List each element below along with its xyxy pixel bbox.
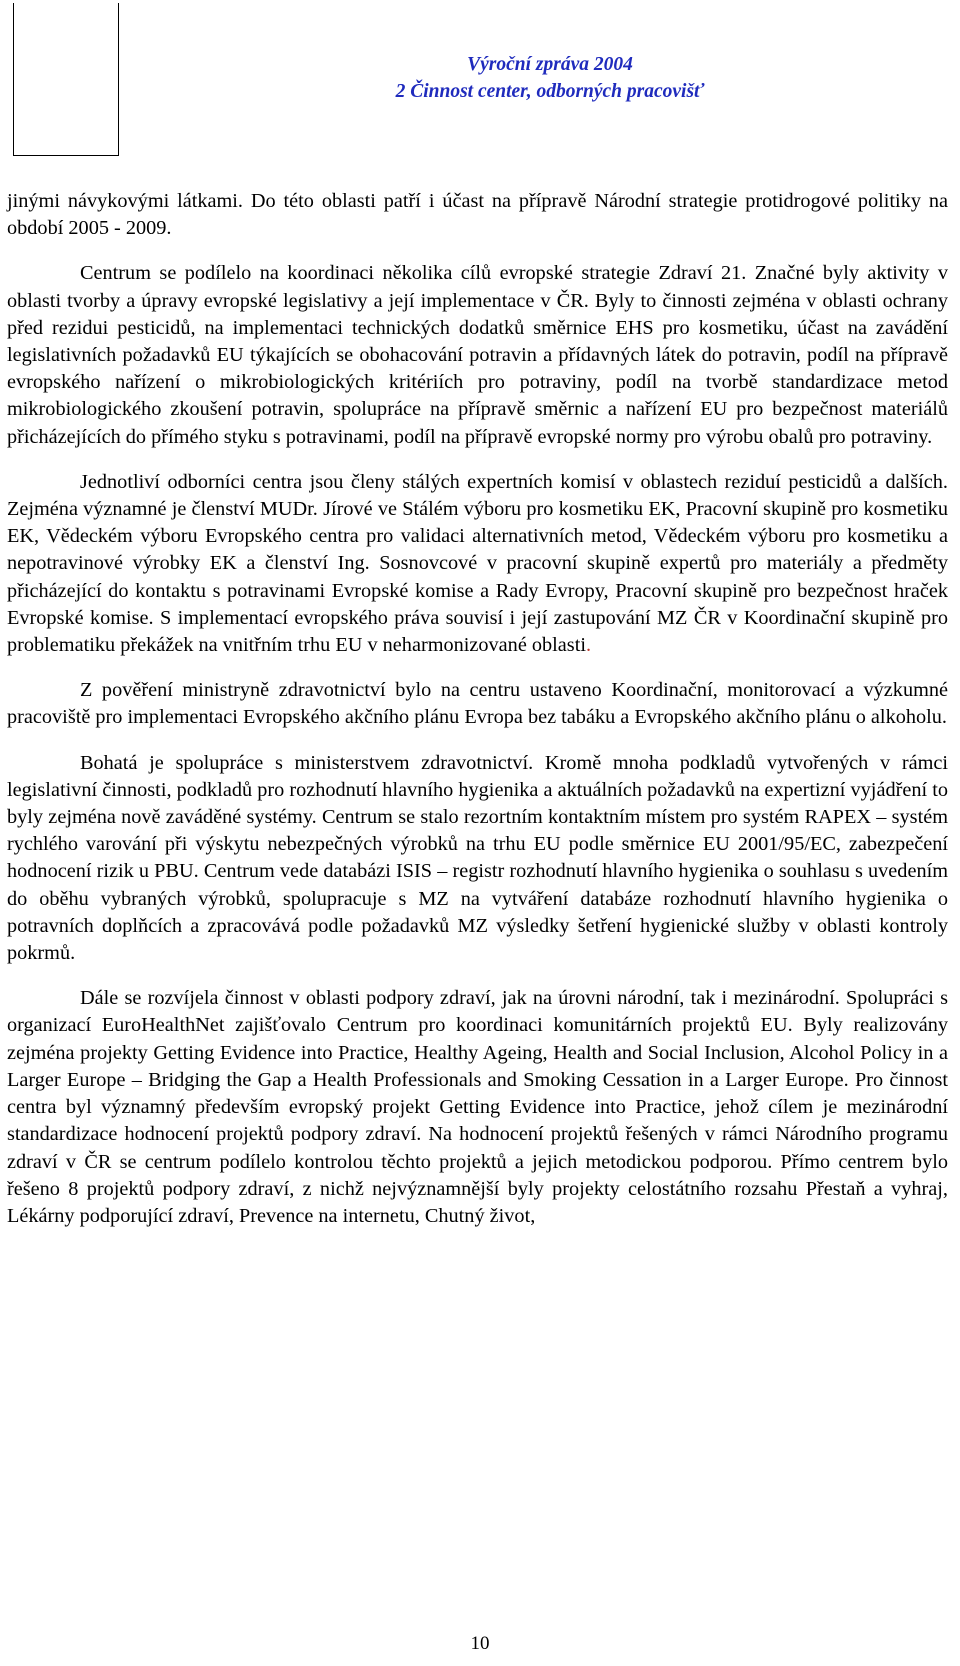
page-corner-frame: [13, 3, 119, 156]
page-header: [190, 51, 910, 105]
paragraph-1: jinými návykovými látkami. Do této oblasti patří i účast na přípravě Národní strategie protidrogové politiky na období 2005 - 2009.: [7, 190, 948, 240]
paragraph-3-text: Jednotliví odborníci centra jsou členy stálých expertních komisí v oblastech reziduí pesticidů a dalších. Zejména významné je členství MUDr. Jírové ve Stálém výboru pro kosmetiku EK, Pracovní skupině pro kosmetiku EK, Vědeckém výboru Evropského centra pro validaci alternativních metod, Vědeckém výboru pro kosmetiku a nepotravinové výrobky EK a členství Ing. Sosnovcové v pracovní skupině expertů pro materiály a předměty přicházející do kontaktu s potravinami Evropské komise a Rady Evropy, Pracovní skupině pro bezpečnost hraček Evropské komise. S implementací evropského práva souvisí i její zastupování MZ ČR v Koordinační skupině pro problematiku překážek na vnitřním trhu EU v neharmonizované oblasti: [7, 470, 948, 657]
paragraph-6: Dále se rozvíjela činnost v oblasti podpory zdraví, jak na úrovni národní, tak i mezinárodní. Spolupráci s organizací EuroHealthNet zajišťovalo Centrum pro koordinaci komunitárních projektů EU. Byly realizovány zejména projekty Getting Evidence into Practice, Healthy Ageing, Health and Social Inclusion, Alcohol Policy in a Larger Europe – Bridging the Gap a Health Professionals and Smoking Cessation in a Larger Europe. Pro činnost centra byl významný především evropský projekt Getting Evidence into Practice, jehož cílem je mezinárodní standardizace hodnocení projektů podpory zdraví. Na hodnocení projektů řešených v rámci Národního programu zdraví v ČR se centrum podílelo kontrolou těchto projektů a jejich metodickou podporou. Přímo centrem bylo řešeno 8 projektů podpory zdraví, z nichž nejvýznamnější byly projekty celostátního rozsahu Přestaň a vyhraj, Lékárny podporující zdraví, Prevence na internetu, Chutný život,: [7, 987, 948, 1227]
chapter-title: 2 Činnost center, odborných pracovišť: [395, 81, 705, 102]
page-number: 10: [470, 1633, 490, 1654]
paragraph-2: Centrum se podílelo na koordinaci několika cílů evropské strategie Zdraví 21. Značné byly aktivity v oblasti tvorby a úpravy evropské legislativy a její implementace v ČR. Byly to činnosti zejména v oblasti ochrany před rezidui pesticidů, na implementaci technických dodatků směrnice EHS pro kosmetiku, účast na zavádění legislativních požadavků EU týkajících se obohacování potravin a přídavných látek do potravin, podíl na přípravě evropského nařízení o mikrobiologických kritériích pro potraviny, podíl na tvorbě standardizace metod mikrobiologického zkoušení potravin, spolupráce na přípravě směrnic a nařízení EU pro bezpečnost materiálů přicházejících do přímého styku s potravinami, podíl na přípravě evropské normy pro výrobu obalů pro potraviny.: [7, 262, 948, 448]
paragraph-4: Z pověření ministryně zdravotnictví bylo na centru ustaveno Koordinační, monitorovací a výzkumné pracoviště pro implementaci Evropského akčního plánu Evropa bez tabáku a Evropského akčního plánu o alkoholu.: [7, 679, 948, 729]
paragraph-3-end-mark: .: [585, 634, 592, 657]
paragraph-3: [7, 469, 948, 659]
report-title: Výroční zpráva 2004: [467, 54, 633, 75]
body-text: [7, 188, 948, 1230]
paragraph-5: Bohatá je spolupráce s ministerstvem zdravotnictví. Kromě mnoha podkladů vytvořených v rámci legislativní činnosti, podkladů pro rozhodnutí hlavního hygienika a aktuálních požadavků na expertizní vyjádření to byly zejména nově zaváděné systémy. Centrum se stalo rezortním kontaktním místem pro systém RAPEX – systém rychlého varování při výskytu nebezpečných výrobků na trhu EU podle směrnice EU 2001/95/EC, zabezpečení hodnocení rizik u PBU. Centrum vede databázi ISIS – registr rozhodnutí hlavního hygienika o souhlasu s uvedením do oběhu vybraných výrobků, spolupracuje s MZ na vytváření databáze rozhodnutí hlavního hygienika o potravních doplňcích a zpracovává podle požadavků MZ výsledky šetření hygienické služby v oblasti kontroly pokrmů.: [7, 751, 948, 965]
